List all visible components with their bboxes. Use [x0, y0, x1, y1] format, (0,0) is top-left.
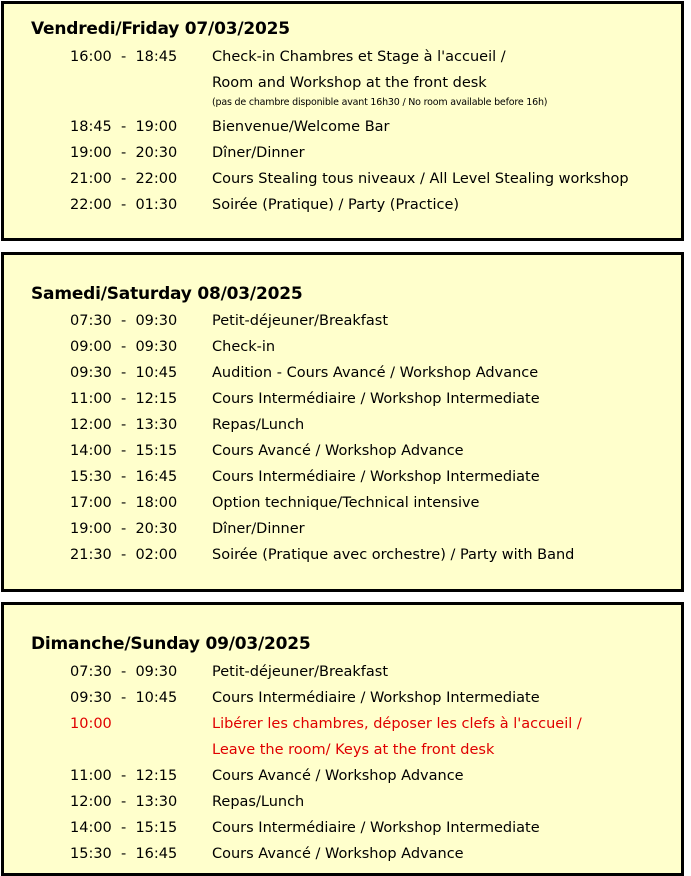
activity-note: (pas de chambre disponible avant 16h30 / No room available before 16h) [212, 97, 548, 108]
activity: Dîner/Dinner [212, 145, 305, 161]
schedule-row [4, 542, 681, 568]
time-range: 19:00 - 20:30 [70, 521, 178, 537]
schedule-row [4, 815, 681, 841]
time-range: 22:00 - 01:30 [70, 197, 178, 213]
activity: Soirée (Pratique) / Party (Practice) [212, 197, 460, 213]
time-range: 14:00 - 15:15 [70, 443, 178, 459]
time-range: 21:30 - 02:00 [70, 547, 178, 563]
schedule-row [4, 438, 681, 464]
schedule-row [4, 763, 681, 789]
time-range: 07:30 - 09:30 [70, 664, 178, 680]
time-range: 12:00 - 13:30 [70, 417, 178, 433]
time-range: 11:00 - 12:15 [70, 768, 178, 784]
schedule-row [4, 308, 681, 334]
day-box-sunday [1, 602, 684, 876]
time-range: 15:30 - 16:45 [70, 469, 178, 485]
schedule-row [4, 70, 681, 96]
activity: Cours Avancé / Workshop Advance [212, 768, 464, 784]
time-range: 09:30 - 10:45 [70, 690, 178, 706]
schedule-list [4, 308, 681, 568]
time-range: 18:45 - 19:00 [70, 119, 178, 135]
schedule-row [4, 192, 681, 218]
schedule-note [4, 96, 681, 114]
schedule-list [4, 659, 681, 867]
activity: Leave the room/ Keys at the front desk [212, 742, 495, 758]
activity: Cours Avancé / Workshop Advance [212, 443, 464, 459]
time-range: 16:00 - 18:45 [70, 49, 178, 65]
schedule-row [4, 464, 681, 490]
activity: Cours Intermédiaire / Workshop Intermediate [212, 820, 540, 836]
activity: Cours Avancé / Workshop Advance [212, 846, 464, 862]
activity: Petit-déjeuner/Breakfast [212, 664, 389, 680]
schedule-row [4, 412, 681, 438]
schedule-row-highlight [4, 737, 681, 763]
activity: Check-in Chambres et Stage à l'accueil / [212, 49, 506, 65]
activity: Libérer les chambres, déposer les clefs à l'accueil / [212, 716, 582, 732]
time-range: 17:00 - 18:00 [70, 495, 178, 511]
schedule-row [4, 516, 681, 542]
activity: Cours Intermédiaire / Workshop Intermediate [212, 690, 540, 706]
schedule-row [4, 44, 681, 70]
time-range: 11:00 - 12:15 [70, 391, 178, 407]
schedule-row-highlight [4, 711, 681, 737]
time-range: 07:30 - 09:30 [70, 313, 178, 329]
schedule-row [4, 386, 681, 412]
schedule-row [4, 490, 681, 516]
day-box-saturday [1, 252, 684, 592]
time-range: 09:00 - 09:30 [70, 339, 178, 355]
schedule-row [4, 789, 681, 815]
day-box-friday [1, 1, 684, 241]
time-range: 15:30 - 16:45 [70, 846, 178, 862]
activity: Option technique/Technical intensive [212, 495, 480, 511]
schedule-row [4, 659, 681, 685]
activity: Cours Intermédiaire / Workshop Intermediate [212, 469, 540, 485]
schedule-row [4, 685, 681, 711]
activity: Cours Stealing tous niveaux / All Level Stealing workshop [212, 171, 629, 187]
activity: Cours Intermédiaire / Workshop Intermediate [212, 391, 540, 407]
activity: Soirée (Pratique avec orchestre) / Party with Band [212, 547, 575, 563]
activity: Repas/Lunch [212, 417, 305, 433]
schedule-row [4, 114, 681, 140]
activity: Bienvenue/Welcome Bar [212, 119, 390, 135]
day-title: Vendredi/Friday 07/03/2025 [31, 19, 290, 39]
time-range: 10:00 [70, 716, 112, 732]
time-range: 21:00 - 22:00 [70, 171, 178, 187]
schedule-row [4, 360, 681, 386]
time-range: 14:00 - 15:15 [70, 820, 178, 836]
activity: Room and Workshop at the front desk [212, 75, 487, 91]
schedule-row [4, 166, 681, 192]
schedule-row [4, 334, 681, 360]
time-range: 09:30 - 10:45 [70, 365, 178, 381]
activity: Repas/Lunch [212, 794, 305, 810]
schedule-row [4, 140, 681, 166]
activity: Check-in [212, 339, 276, 355]
day-title: Samedi/Saturday 08/03/2025 [31, 284, 303, 304]
activity: Dîner/Dinner [212, 521, 305, 537]
schedule-list [4, 44, 681, 218]
schedule-row [4, 841, 681, 867]
day-title: Dimanche/Sunday 09/03/2025 [31, 634, 311, 654]
activity: Audition - Cours Avancé / Workshop Advance [212, 365, 539, 381]
activity: Petit-déjeuner/Breakfast [212, 313, 389, 329]
time-range: 12:00 - 13:30 [70, 794, 178, 810]
time-range: 19:00 - 20:30 [70, 145, 178, 161]
